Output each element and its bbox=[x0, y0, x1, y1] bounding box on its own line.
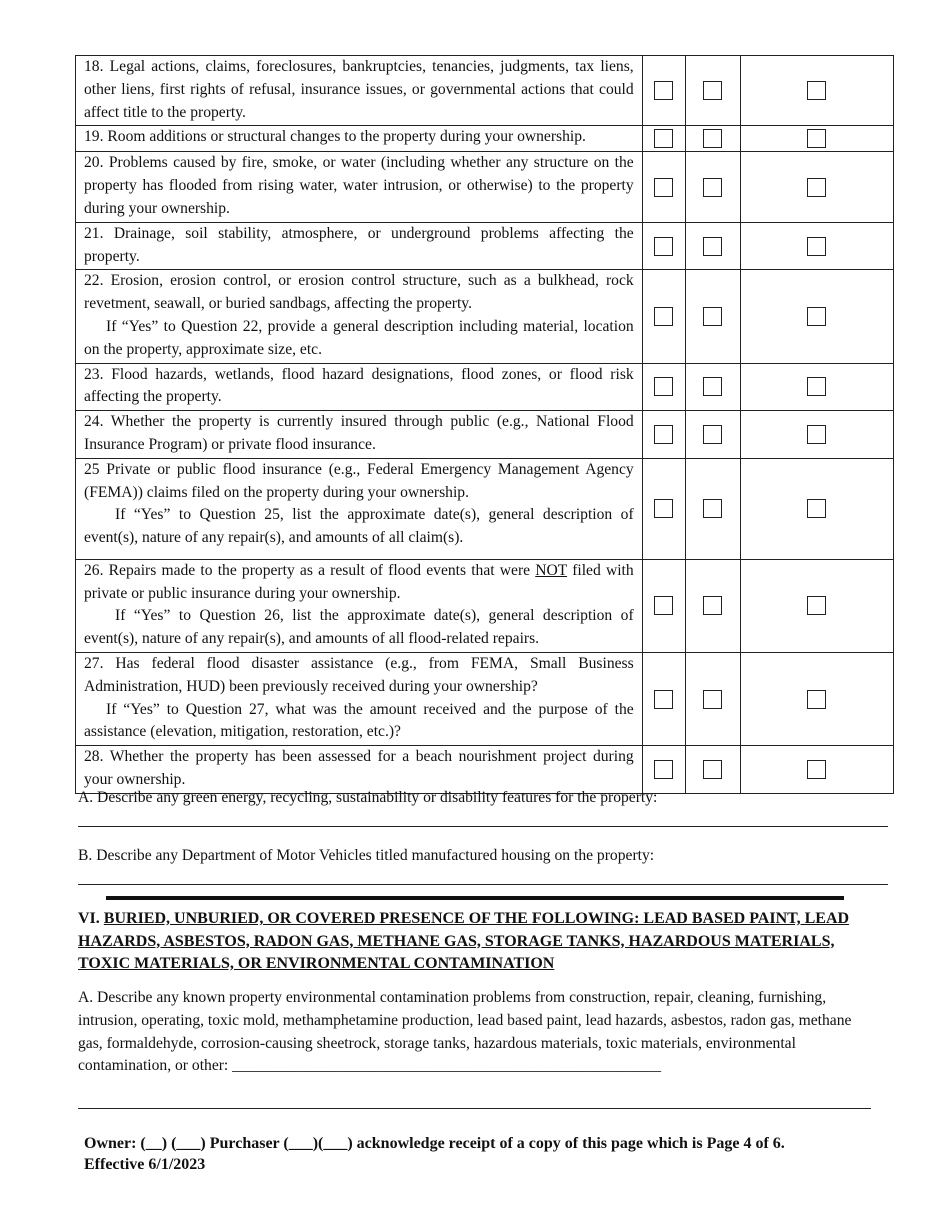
checkbox-yes[interactable] bbox=[654, 237, 673, 256]
question-21-text: 21. Drainage, soil stability, atmosphere, or underground problems affecting the property. bbox=[76, 222, 643, 270]
question-25-main: 25 Private or public flood insurance (e.g., Federal Emergency Management Agency (FEMA)) claims filed on the property during your ownership. bbox=[84, 460, 634, 501]
section-vi-question-a-text: A. Describe any known property environmental contamination problems from construction, repair, cleaning, furnishing, intrusion, operating, toxic mold, methamphetamine production, lead based paint, lead hazards, asbestos, radon gas, methane gas, formaldehyde, corrosion-causing sheetrock, storage tanks, hazardous materials, toxic materials, environmental contamination, or other: bbox=[78, 989, 852, 1075]
table-row bbox=[76, 222, 894, 270]
question-27-followup: If “Yes” to Question 27, what was the amount received and the purpose of the assistance (elevation, mitigation, restoration, etc.)? bbox=[84, 700, 634, 741]
table-row bbox=[76, 458, 894, 559]
checkbox-yes[interactable] bbox=[654, 760, 673, 779]
checkbox-no[interactable] bbox=[703, 425, 722, 444]
table-row bbox=[76, 126, 894, 152]
effective-date: Effective 6/1/2023 bbox=[84, 1156, 206, 1173]
table-row bbox=[76, 652, 894, 745]
question-19-text: 19. Room additions or structural changes to the property during your ownership. bbox=[76, 126, 643, 152]
disclosure-questions-table bbox=[75, 55, 894, 794]
answer-line-manufactured-housing[interactable] bbox=[78, 884, 888, 885]
table-row bbox=[76, 411, 894, 459]
checkbox-yes[interactable] bbox=[654, 690, 673, 709]
checkbox-no-representation[interactable] bbox=[807, 178, 826, 197]
question-20-text: 20. Problems caused by fire, smoke, or water (including whether any structure on the property has flooded from rising water, water intrusion, or otherwise) to the property during your ownership. bbox=[76, 152, 643, 222]
acknowledgement-line: Owner: (__) (___) Purchaser (___)(___) acknowledge receipt of a copy of this page which is Page 4 of 6. bbox=[84, 1135, 785, 1152]
table-row bbox=[76, 363, 894, 411]
question-26-text bbox=[76, 559, 643, 652]
question-26-not-emphasis: NOT bbox=[535, 561, 568, 579]
question-27-text bbox=[76, 652, 643, 745]
checkbox-yes[interactable] bbox=[654, 81, 673, 100]
checkbox-no[interactable] bbox=[703, 760, 722, 779]
section-vi-question-a bbox=[78, 987, 878, 1078]
section-vi-number: VI. bbox=[78, 910, 104, 927]
table-row bbox=[76, 270, 894, 363]
question-22-followup: If “Yes” to Question 22, provide a general description including material, location on the property, approximate size, etc. bbox=[84, 317, 634, 358]
checkbox-no[interactable] bbox=[703, 307, 722, 326]
checkbox-no[interactable] bbox=[703, 178, 722, 197]
checkbox-yes[interactable] bbox=[654, 178, 673, 197]
question-23-text: 23. Flood hazards, wetlands, flood hazard designations, flood zones, or flood risk affecting the property. bbox=[76, 363, 643, 411]
checkbox-no-representation[interactable] bbox=[807, 81, 826, 100]
question-28-text: 28. Whether the property has been assessed for a beach nourishment project during your ownership. bbox=[76, 746, 643, 794]
question-25-text bbox=[76, 458, 643, 559]
section-vi-answer-blank[interactable]: _______________________________________________________ bbox=[232, 1057, 661, 1075]
answer-line-green-features[interactable] bbox=[78, 826, 888, 827]
checkbox-no[interactable] bbox=[703, 499, 722, 518]
question-26-main-b: filed with private or public insurance during your ownership. bbox=[84, 561, 634, 602]
checkbox-no-representation[interactable] bbox=[807, 377, 826, 396]
question-25-followup: If “Yes” to Question 25, list the approximate date(s), general description of event(s), nature of any repair(s), and amounts of all claim(s). bbox=[84, 506, 634, 547]
question-18-text: 18. Legal actions, claims, foreclosures, bankruptcies, tenancies, judgments, tax liens, other liens, first rights of refusal, insurance issues, or governmental actions that could affect title to the property. bbox=[76, 56, 643, 126]
question-22-main: 22. Erosion, erosion control, or erosion control structure, such as a bulkhead, rock revetment, seawall, or buried sandbags, affecting the property. bbox=[84, 272, 634, 313]
checkbox-no-representation[interactable] bbox=[807, 129, 826, 148]
answer-line-environmental[interactable] bbox=[78, 1108, 871, 1109]
checkbox-no[interactable] bbox=[703, 377, 722, 396]
checkbox-no[interactable] bbox=[703, 596, 722, 615]
checkbox-no[interactable] bbox=[703, 237, 722, 256]
section-divider bbox=[106, 896, 844, 900]
table-row bbox=[76, 152, 894, 222]
checkbox-no-representation[interactable] bbox=[807, 690, 826, 709]
table-row bbox=[76, 559, 894, 652]
checkbox-yes[interactable] bbox=[654, 129, 673, 148]
section-vi-heading bbox=[78, 908, 868, 976]
section-vi-title: BURIED, UNBURIED, OR COVERED PRESENCE OF THE FOLLOWING: LEAD BASED PAINT, LEAD HAZARDS, ASBESTOS, RADON GAS, METHANE GAS, STORAGE TANKS, HAZARDOUS MATERIALS, TOXIC MATERIALS, OR ENVIRONMENTAL CONTAMINATION bbox=[78, 910, 850, 972]
checkbox-yes[interactable] bbox=[654, 377, 673, 396]
question-26-followup: If “Yes” to Question 26, list the approximate date(s), general description of event(s), nature of any repair(s), and amounts of all flood-related repairs. bbox=[84, 607, 634, 648]
prompt-manufactured-housing: B. Describe any Department of Motor Vehicles titled manufactured housing on the property: bbox=[78, 847, 655, 864]
checkbox-yes[interactable] bbox=[654, 307, 673, 326]
checkbox-no-representation[interactable] bbox=[807, 499, 826, 518]
question-27-main: 27. Has federal flood disaster assistance (e.g., from FEMA, Small Business Administration, HUD) been previously received during your ownership? bbox=[84, 654, 634, 695]
checkbox-yes[interactable] bbox=[654, 425, 673, 444]
checkbox-no-representation[interactable] bbox=[807, 760, 826, 779]
checkbox-no[interactable] bbox=[703, 690, 722, 709]
question-24-text: 24. Whether the property is currently insured through public (e.g., National Flood Insurance Program) or private flood insurance. bbox=[76, 411, 643, 459]
checkbox-yes[interactable] bbox=[654, 499, 673, 518]
prompt-green-features: A. Describe any green energy, recycling, sustainability or disability features for the property: bbox=[78, 789, 658, 806]
page-footer bbox=[84, 1133, 785, 1175]
question-26-main-a: 26. Repairs made to the property as a result of flood events that were bbox=[84, 561, 536, 579]
checkbox-no-representation[interactable] bbox=[807, 425, 826, 444]
checkbox-no[interactable] bbox=[703, 129, 722, 148]
question-22-text bbox=[76, 270, 643, 363]
checkbox-no-representation[interactable] bbox=[807, 307, 826, 326]
table-row bbox=[76, 56, 894, 126]
checkbox-no[interactable] bbox=[703, 81, 722, 100]
checkbox-no-representation[interactable] bbox=[807, 596, 826, 615]
checkbox-no-representation[interactable] bbox=[807, 237, 826, 256]
checkbox-yes[interactable] bbox=[654, 596, 673, 615]
